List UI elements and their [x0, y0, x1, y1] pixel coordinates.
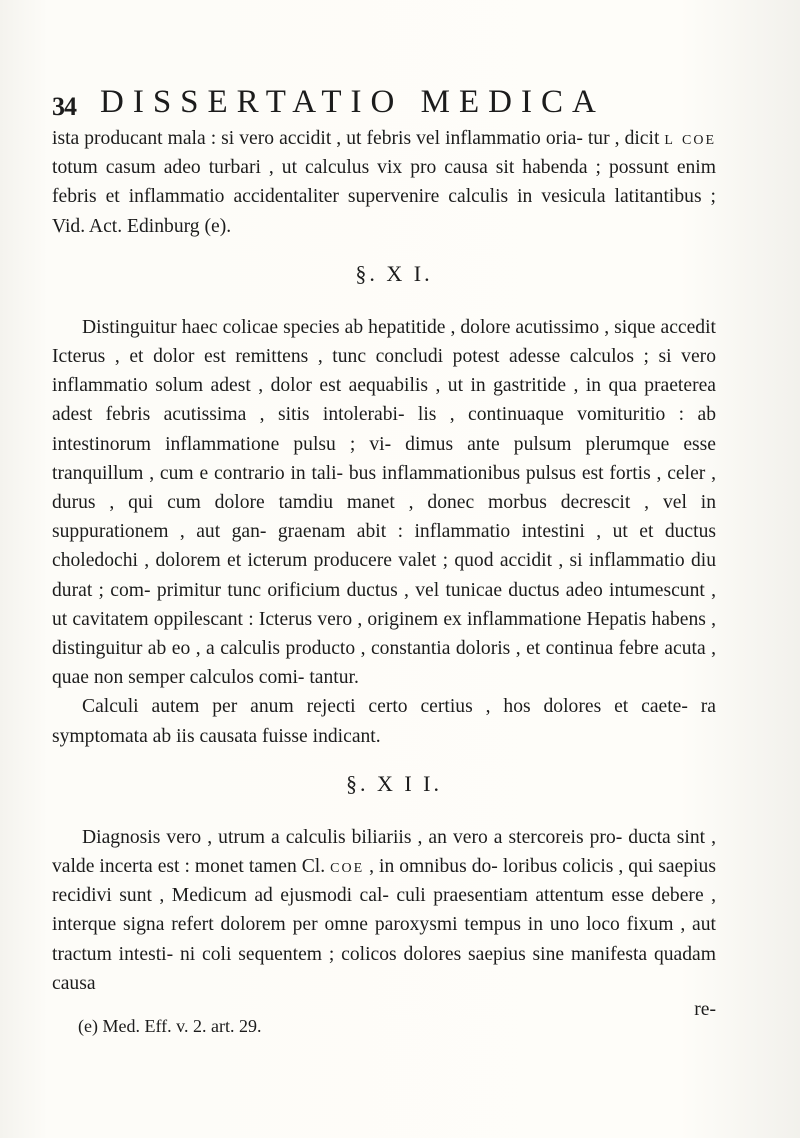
footnote: (e) Med. Eff. v. 2. art. 29. — [78, 1016, 262, 1036]
section-heading: §. X I I. — [345, 770, 443, 796]
paragraph-text: , in omnibus do- loribus colicis , qui saepius recidivi sunt , Medicum ad ejusmodi cal- culi praesentiam attentum esse debere , interque signa refert dolorem per omne paroxysmi tempus in uno loco fixum , aut tractum intesti- ni coli sequentem ; colicos dolores saepius sine manifesta quadam causa — [52, 856, 716, 994]
page-number: 34 — [52, 92, 76, 121]
page-body — [52, 124, 716, 1022]
section-heading: §. X I. — [355, 260, 433, 286]
paragraph: Calculi autem per anum rejecti certo certius , hos dolores et caete- ra symptomata ab iis causata fuisse indicant. — [52, 696, 716, 747]
paragraph: Distinguitur haec colicae species ab hepatitide , dolore acutissimo , sique accedit Icterus , et dolor est remittens , tunc concludi potest adesse calculos ; si vero inflammatio solum adest , dolor est aequabilis , ut in gastritide , in qua praeterea adest febris acutissima , sitis intolerabi- lis , continuaque vomituritio : ab intestinorum inflammatione pulsu ; vi- dimus ante pulsum plerumque esse tranquillum , cum e contrario in tali- bus inflammationibus pulsus est fortis , celer , durus , qui cum dolore tamdiu manet , donec morbus decrescit , vel in suppurationem , aut gan- graenam abit : inflammatio intestini , ut et ductus choledochi , dolorem et icterum producere valet ; quod accidit , si inflammatio diu durat ; com- primitur tunc orificium ductus , vel tunicae ductus adeo intumescunt , ut cavitatem oppilescant : Icterus vero , originem ex inflammatione Hepatis habens , distinguitur ab eo , a calculis producto , constantia doloris , et continua febre acuta , quae non semper calculos comi- tantur. — [52, 316, 716, 689]
catchword: re- — [694, 999, 716, 1021]
paragraph — [52, 823, 716, 998]
paragraph-continued — [52, 124, 716, 241]
author-name: coe — [330, 856, 365, 878]
paragraph-text: Diagnosis vero , utrum a calculis biliariis , an vero a stercoreis pro- ducta sint , valde incerta est : monet tamen Cl. — [52, 826, 716, 878]
paragraph-text: totum casum adeo turbari , ut calculus vix pro causa sit habenda ; possunt enim febris et inflammatio accidentaliter supervenire calculis in vesicula latitantibus ; Vid. Act. Edinburg (e). — [52, 157, 716, 237]
author-name: l coe — [664, 128, 716, 149]
page-header — [52, 84, 772, 124]
paragraph-text: ista producant mala : si vero accidit , ut febris vel inflammatio oria- tur , dicit — [52, 128, 665, 149]
running-title: DISSERTATIO MEDICA — [100, 84, 605, 120]
